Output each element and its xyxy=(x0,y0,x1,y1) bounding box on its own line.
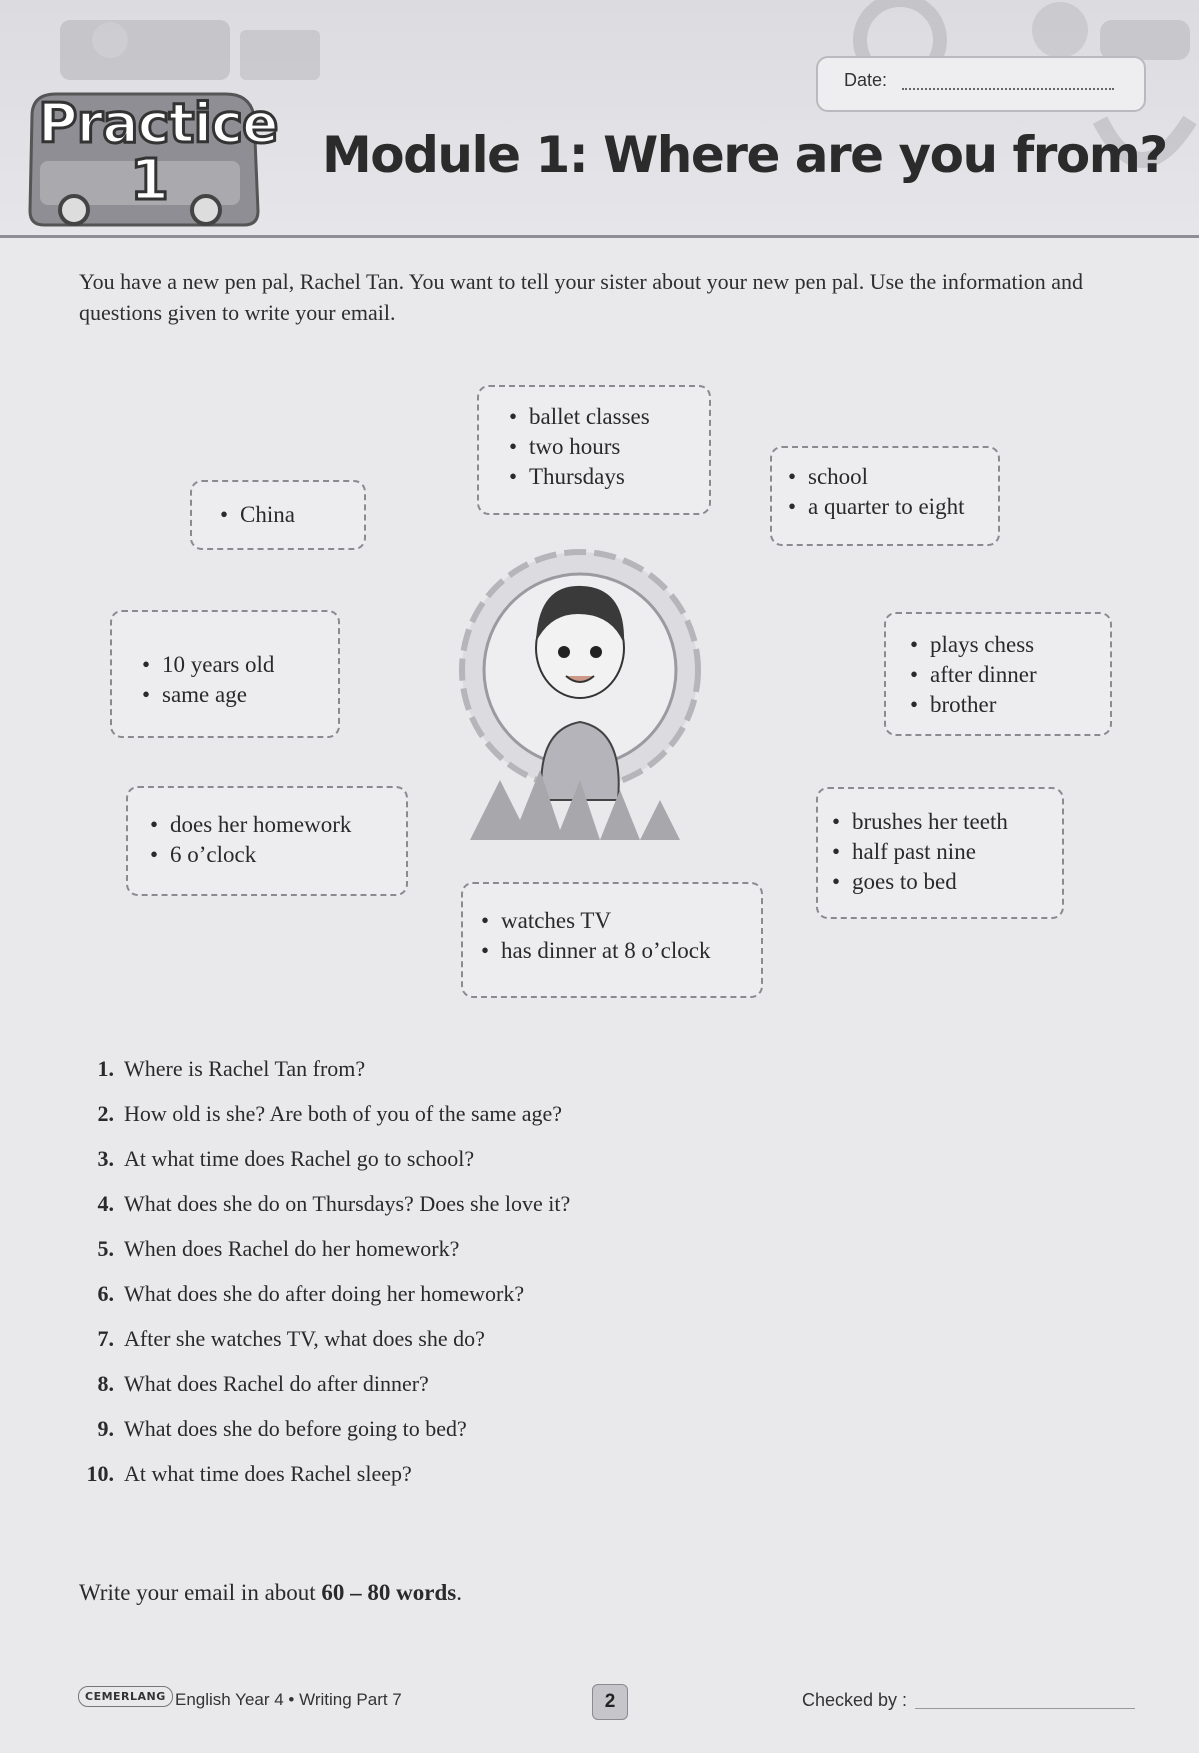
question-item xyxy=(78,1056,778,1101)
question-number: 8. xyxy=(97,1371,114,1396)
question-item xyxy=(78,1416,778,1461)
question-item xyxy=(78,1461,778,1506)
question-number: 3. xyxy=(97,1146,114,1171)
info-box-school xyxy=(770,446,1000,546)
instructions: You have a new pen pal, Rachel Tan. You want to tell your sister about your new pen pal. Use the information and questions given to write your email. xyxy=(79,269,1083,325)
date-field[interactable] xyxy=(816,56,1146,112)
question-text: When does Rachel do her homework? xyxy=(124,1236,460,1261)
question-number: 7. xyxy=(97,1326,114,1351)
info-item: • Thursdays xyxy=(509,462,709,492)
info-item: • a quarter to eight xyxy=(788,492,998,522)
question-item xyxy=(78,1236,778,1281)
info-box-tv xyxy=(461,882,763,998)
info-box-country xyxy=(190,480,366,550)
date-line xyxy=(902,88,1114,90)
question-item xyxy=(78,1326,778,1371)
info-item: • after dinner xyxy=(910,660,1110,690)
question-text: Where is Rachel Tan from? xyxy=(124,1056,366,1081)
info-box-chess xyxy=(884,612,1112,736)
word-count: 60 – 80 words xyxy=(321,1580,457,1605)
info-item: • two hours xyxy=(509,432,709,462)
badge-number: 1 xyxy=(130,148,169,213)
question-item xyxy=(78,1371,778,1416)
question-number: 5. xyxy=(97,1236,114,1261)
question-item xyxy=(78,1101,778,1146)
info-item: • ballet classes xyxy=(509,402,709,432)
checked-by-label: Checked by : xyxy=(802,1690,908,1710)
info-box-bedtime xyxy=(816,787,1064,919)
write-prompt-prefix: Write your email in about xyxy=(79,1580,322,1605)
question-text: What does Rachel do after dinner? xyxy=(124,1371,429,1396)
question-text: At what time does Rachel sleep? xyxy=(124,1461,412,1486)
info-item: • half past nine xyxy=(832,837,1062,867)
publisher-logo: CEMERLANG xyxy=(78,1686,173,1707)
question-number: 10. xyxy=(86,1461,114,1486)
question-text: After she watches TV, what does she do? xyxy=(124,1326,485,1351)
info-item: • does her homework xyxy=(150,810,406,840)
info-item: • goes to bed xyxy=(832,867,1062,897)
info-item: • brother xyxy=(910,690,1110,720)
question-item xyxy=(78,1281,778,1326)
info-item: • brushes her teeth xyxy=(832,807,1062,837)
info-item: • same age xyxy=(142,680,338,710)
question-list xyxy=(78,1056,778,1506)
page-title: Module 1: Where are you from? xyxy=(322,126,1167,184)
date-label: Date: xyxy=(844,70,888,90)
badge-word: Practice xyxy=(38,92,278,155)
info-box-homework xyxy=(126,786,408,896)
info-item: • 6 o’clock xyxy=(150,840,406,870)
question-number: 1. xyxy=(97,1056,114,1081)
write-prompt xyxy=(79,1580,462,1606)
question-number: 4. xyxy=(97,1191,114,1216)
question-text: At what time does Rachel go to school? xyxy=(124,1146,475,1171)
page-number: 2 xyxy=(592,1684,628,1720)
question-number: 9. xyxy=(97,1416,114,1441)
info-item: • school xyxy=(788,462,998,492)
question-text: How old is she? Are both of you of the same age? xyxy=(124,1101,563,1126)
question-number: 2. xyxy=(97,1101,114,1126)
write-prompt-suffix: . xyxy=(456,1580,462,1605)
question-text: What does she do on Thursdays? Does she love it? xyxy=(124,1191,571,1216)
question-item xyxy=(78,1191,778,1236)
question-item xyxy=(78,1146,778,1191)
checked-by-line xyxy=(915,1708,1135,1709)
info-item: • plays chess xyxy=(910,630,1110,660)
info-item: • has dinner at 8 o’clock xyxy=(481,936,761,966)
question-text: What does she do after doing her homework? xyxy=(124,1281,525,1306)
info-box-ballet xyxy=(477,385,711,515)
info-box-age xyxy=(110,610,340,738)
girl-illustration xyxy=(450,540,710,840)
info-item: • China xyxy=(220,500,364,530)
question-number: 6. xyxy=(97,1281,114,1306)
info-item: • watches TV xyxy=(481,906,761,936)
info-item: • 10 years old xyxy=(142,650,338,680)
book-title: English Year 4 • Writing Part 7 xyxy=(175,1690,402,1709)
question-text: What does she do before going to bed? xyxy=(124,1416,467,1441)
